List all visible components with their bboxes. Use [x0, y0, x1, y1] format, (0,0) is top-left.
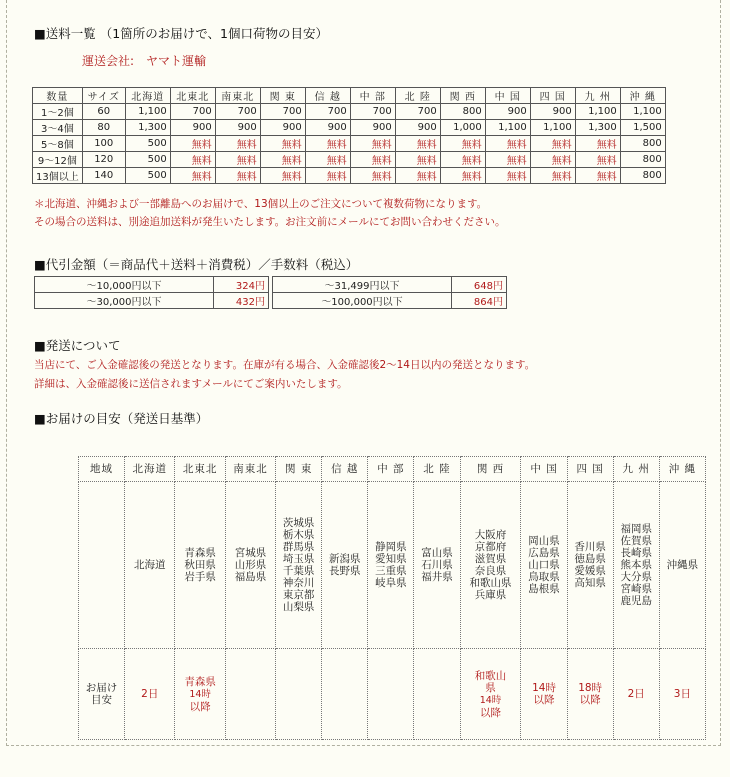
rates-cell: 無料: [575, 152, 620, 168]
rates-cell: 1,300: [125, 120, 170, 136]
rates-cell: 800: [620, 152, 665, 168]
rates-cell: 900: [395, 120, 440, 136]
rates-cell: 500: [125, 152, 170, 168]
rates-cell: 1,100: [620, 104, 665, 120]
delivery-day-text: 和歌山: [474, 669, 507, 682]
cod-fee: 432円: [214, 293, 269, 309]
rates-header-cell: 中 国: [485, 88, 530, 104]
delivery-day-text: 14時: [479, 694, 502, 706]
rates-cell: 700: [215, 104, 260, 120]
rates-cell: 1,100: [125, 104, 170, 120]
prefecture-name: 宮崎県: [620, 583, 652, 595]
rates-cell: 無料: [305, 168, 350, 184]
region-name: 北 陸: [414, 457, 460, 482]
rates-cell: 140: [82, 168, 125, 184]
cod-heading: ■代引金額（＝商品代＋送料＋消費税）／手数料（税込）: [34, 257, 359, 272]
delivery-day-text: 以降: [189, 700, 211, 713]
region-delivery-days: [460, 649, 521, 740]
prefecture-name: 奈良県: [474, 565, 507, 577]
region-name: 関 東: [276, 457, 322, 482]
rates-cell: 1,000: [440, 120, 485, 136]
region-delivery-days: [125, 649, 175, 740]
rates-header-cell: 四 国: [530, 88, 575, 104]
region-name: 信 越: [322, 457, 368, 482]
carrier-label: 運送会社: ヤマト運輸: [82, 54, 207, 68]
prefecture-name: 広島県: [528, 547, 560, 559]
rates-cell: 無料: [305, 152, 350, 168]
rates-cell: 700: [395, 104, 440, 120]
region-name: 九 州: [613, 457, 659, 482]
rates-cell: 無料: [215, 136, 260, 152]
region-prefectures: [125, 482, 175, 649]
region-delivery-days: [521, 649, 567, 740]
rates-header-cell: 中 部: [350, 88, 395, 104]
prefecture-name: 鳥取県: [528, 571, 560, 583]
rates-header-cell: 信 越: [305, 88, 350, 104]
rates-cell: 60: [82, 104, 125, 120]
prefecture-name: 香川県: [574, 541, 606, 553]
rates-cell: 無料: [575, 136, 620, 152]
delivery-day-text: 以降: [533, 694, 555, 706]
cod-amount-range: ～100,000円以下: [273, 293, 452, 309]
rates-cell: 無料: [170, 168, 215, 184]
prefecture-name: 山形県: [234, 559, 267, 571]
prefecture-name: 兵庫県: [474, 589, 507, 601]
prefecture-name: 富山県: [421, 547, 453, 559]
prefecture-name: 大分県: [620, 571, 652, 583]
prefecture-name: 群馬県: [282, 541, 315, 553]
delivery-days-label: [79, 649, 125, 740]
rates-cell: 80: [82, 120, 125, 136]
rates-header-cell: 北東北: [170, 88, 215, 104]
prefecture-name: 岐阜県: [375, 577, 407, 589]
rates-cell: 1,100: [485, 120, 530, 136]
region-delivery-days: [175, 649, 225, 740]
rates-cell: 800: [620, 136, 665, 152]
prefecture-name: 神奈川: [282, 577, 315, 589]
prefecture-name: 埼玉県: [282, 553, 315, 565]
rates-cell: 無料: [170, 136, 215, 152]
shipping-rates-heading: ■送料一覧 （1箇所のお届けで、1個口荷物の目安）: [34, 26, 328, 41]
rates-cell: 1,100: [575, 104, 620, 120]
prefecture-name: 京都府: [474, 541, 507, 553]
prefecture-name: 愛知県: [375, 553, 407, 565]
delivery-estimate-table: [78, 456, 706, 740]
region-delivery-days: [322, 649, 368, 740]
prefecture-name: 愛媛県: [574, 565, 606, 577]
cod-fee: 864円: [452, 293, 507, 309]
region-name: 中 国: [521, 457, 567, 482]
delivery-day-text: 青森県: [184, 675, 216, 688]
region-prefectures: [659, 482, 705, 649]
prefecture-name: 長野県: [329, 565, 361, 577]
delivery-day-text: 2日: [141, 688, 159, 700]
prefecture-name: 岩手県: [184, 571, 216, 583]
rates-note-2: その場合の送料は、別途追加送料が発生いたします。お注文前にメールにてお問い合わせください。: [34, 216, 506, 228]
shipping-rates-table: [32, 87, 666, 184]
rates-cell: 1,300: [575, 120, 620, 136]
rates-cell: 無料: [305, 136, 350, 152]
region-prefectures: [276, 482, 322, 649]
prefecture-name: 高知県: [574, 577, 606, 589]
prefecture-name: 青森県: [184, 547, 216, 559]
prefecture-name: 福島県: [234, 571, 267, 583]
prefecture-name: 秋田県: [184, 559, 216, 571]
region-prefectures: [613, 482, 659, 649]
dispatch-heading: ■発送について: [34, 338, 121, 353]
rates-cell: 無料: [440, 136, 485, 152]
prefecture-name: 宮城県: [234, 547, 267, 559]
rates-row: [33, 120, 666, 136]
delivery-day-text: 県: [485, 681, 496, 694]
rates-cell: 無料: [395, 168, 440, 184]
region-name: 南東北: [225, 457, 275, 482]
prefecture-name: 熊本県: [620, 559, 652, 571]
prefecture-name: 山梨県: [282, 601, 315, 613]
cod-amount-range: ～10,000円以下: [35, 277, 214, 293]
rates-cell: 無料: [485, 152, 530, 168]
rates-cell: 無料: [575, 168, 620, 184]
rates-cell: 5～8個: [33, 136, 83, 152]
region-name: 北東北: [175, 457, 225, 482]
prefecture-name: 徳島県: [574, 553, 606, 565]
region-name: 中 部: [368, 457, 414, 482]
cod-row: [35, 277, 507, 293]
prefecture-name: 大阪府: [474, 529, 507, 541]
rates-header-cell: 関 東: [260, 88, 305, 104]
cod-amount-range: ～31,499円以下: [273, 277, 452, 293]
rates-cell: 900: [215, 120, 260, 136]
rates-row: [33, 168, 666, 184]
rates-cell: 1～2個: [33, 104, 83, 120]
cod-row: [35, 293, 507, 309]
rates-cell: 1,100: [530, 120, 575, 136]
days-label-line-1: お届け: [85, 682, 118, 694]
region-delivery-days: [659, 649, 705, 740]
rates-cell: 700: [260, 104, 305, 120]
prefecture-name: 静岡県: [375, 541, 407, 553]
prefecture-name: 福井県: [421, 571, 453, 583]
dispatch-line-1: 当店にて、ご入金確認後の発送となります。在庫が有る場合、入金確認後2～14日以内の発送となります。: [34, 359, 536, 371]
region-name: 四 国: [567, 457, 613, 482]
rates-header-cell: サイズ: [82, 88, 125, 104]
rates-cell: 900: [530, 104, 575, 120]
region-name: 北海道: [125, 457, 175, 482]
rates-header-cell: 数量: [33, 88, 83, 104]
prefecture-name: 石川県: [421, 559, 453, 571]
rates-cell: 3～4個: [33, 120, 83, 136]
days-label-line-2: 目安: [91, 694, 113, 706]
region-prefectures: [368, 482, 414, 649]
rates-row: [33, 136, 666, 152]
rates-cell: 無料: [395, 136, 440, 152]
prefecture-name: 滋賀県: [474, 553, 507, 565]
prefecture-name: 三重県: [375, 565, 407, 577]
prefecture-name: 茨城県: [282, 517, 315, 529]
rates-cell: 無料: [485, 136, 530, 152]
cod-amount-range: ～30,000円以下: [35, 293, 214, 309]
prefecture-name: 福岡県: [620, 523, 652, 535]
prefecture-name: 千葉県: [282, 565, 315, 577]
region-delivery-days: [276, 649, 322, 740]
region-prefectures: [414, 482, 460, 649]
prefecture-name: 栃木県: [282, 529, 315, 541]
region-delivery-days: [368, 649, 414, 740]
rates-header-cell: 北 陸: [395, 88, 440, 104]
rates-cell: 900: [485, 104, 530, 120]
rates-cell: 100: [82, 136, 125, 152]
region-prefectures: [460, 482, 521, 649]
rates-header-cell: 沖 縄: [620, 88, 665, 104]
rates-cell: 無料: [530, 152, 575, 168]
rates-cell: 無料: [260, 152, 305, 168]
rates-cell: 無料: [170, 152, 215, 168]
region-delivery-days: [225, 649, 275, 740]
prefecture-name: 沖縄県: [666, 559, 699, 571]
delivery-day-text: 以降: [579, 694, 601, 706]
region-name: 沖 縄: [659, 457, 705, 482]
rates-row: [33, 152, 666, 168]
delivery-day-text: 2日: [627, 688, 645, 700]
rates-cell: 無料: [530, 136, 575, 152]
rates-cell: 9～12個: [33, 152, 83, 168]
region-delivery-days: [414, 649, 460, 740]
rates-cell: 無料: [350, 152, 395, 168]
rates-header-cell: 関 西: [440, 88, 485, 104]
prefecture-name: 新潟県: [329, 553, 361, 565]
rates-cell: 800: [620, 168, 665, 184]
prefecture-name: 東京都: [282, 589, 315, 601]
rates-cell: 800: [440, 104, 485, 120]
rates-cell: 900: [305, 120, 350, 136]
dispatch-line-2: 詳細は、入金確認後に送信されますメールにてご案内いたします。: [34, 378, 348, 390]
prefecture-name: 島根県: [528, 583, 560, 595]
region-delivery-days: [613, 649, 659, 740]
region-prefectures: [322, 482, 368, 649]
region-label-spacer: [79, 482, 125, 649]
delivery-day-text: 3日: [673, 688, 691, 700]
prefecture-name: 北海道: [134, 559, 166, 571]
rates-header-cell: 北海道: [125, 88, 170, 104]
rates-note-1: ＊北海道、沖縄および一部離島へのお届けで、13個以上のご注文について複数荷物になります。: [34, 198, 488, 210]
rates-cell: 900: [170, 120, 215, 136]
region-prefectures: [567, 482, 613, 649]
rates-cell: 無料: [485, 168, 530, 184]
delivery-day-text: 18時: [578, 682, 603, 694]
rates-cell: 1,500: [620, 120, 665, 136]
rates-header-cell: 九 州: [575, 88, 620, 104]
rates-cell: 900: [350, 120, 395, 136]
rates-cell: 無料: [350, 136, 395, 152]
delivery-heading: ■お届けの目安（発送日基準）: [34, 411, 209, 426]
region-prefectures: [175, 482, 225, 649]
prefecture-name: 鹿児島: [620, 595, 652, 607]
rates-cell: 500: [125, 168, 170, 184]
rates-cell: 無料: [440, 152, 485, 168]
rates-cell: 700: [170, 104, 215, 120]
cod-fee: 324円: [214, 277, 269, 293]
prefecture-name: 和歌山県: [469, 577, 512, 589]
rates-cell: 無料: [350, 168, 395, 184]
region-prefectures: [521, 482, 567, 649]
prefecture-name: 山口県: [528, 559, 560, 571]
rates-cell: 無料: [395, 152, 440, 168]
rates-cell: 900: [260, 120, 305, 136]
rates-header-cell: 南東北: [215, 88, 260, 104]
rates-cell: 無料: [260, 168, 305, 184]
cod-fee: 648円: [452, 277, 507, 293]
rates-cell: 無料: [530, 168, 575, 184]
rates-row: [33, 104, 666, 120]
rates-cell: 無料: [260, 136, 305, 152]
prefecture-name: 岡山県: [528, 535, 560, 547]
rates-cell: 700: [350, 104, 395, 120]
prefecture-name: 佐賀県: [620, 535, 652, 547]
delivery-day-text: 14時: [189, 688, 211, 700]
rates-cell: 120: [82, 152, 125, 168]
region-name: 関 西: [460, 457, 521, 482]
region-prefectures: [225, 482, 275, 649]
prefecture-name: 長崎県: [620, 547, 652, 559]
rates-cell: 無料: [215, 152, 260, 168]
rates-cell: 無料: [440, 168, 485, 184]
region-label: 地域: [79, 457, 125, 482]
rates-cell: 700: [305, 104, 350, 120]
rates-cell: 500: [125, 136, 170, 152]
rates-cell: 無料: [215, 168, 260, 184]
delivery-day-text: 14時: [532, 682, 556, 694]
region-delivery-days: [567, 649, 613, 740]
rates-cell: 13個以上: [33, 168, 83, 184]
cod-fee-table: [34, 276, 507, 309]
delivery-day-text: 以降: [479, 706, 501, 719]
